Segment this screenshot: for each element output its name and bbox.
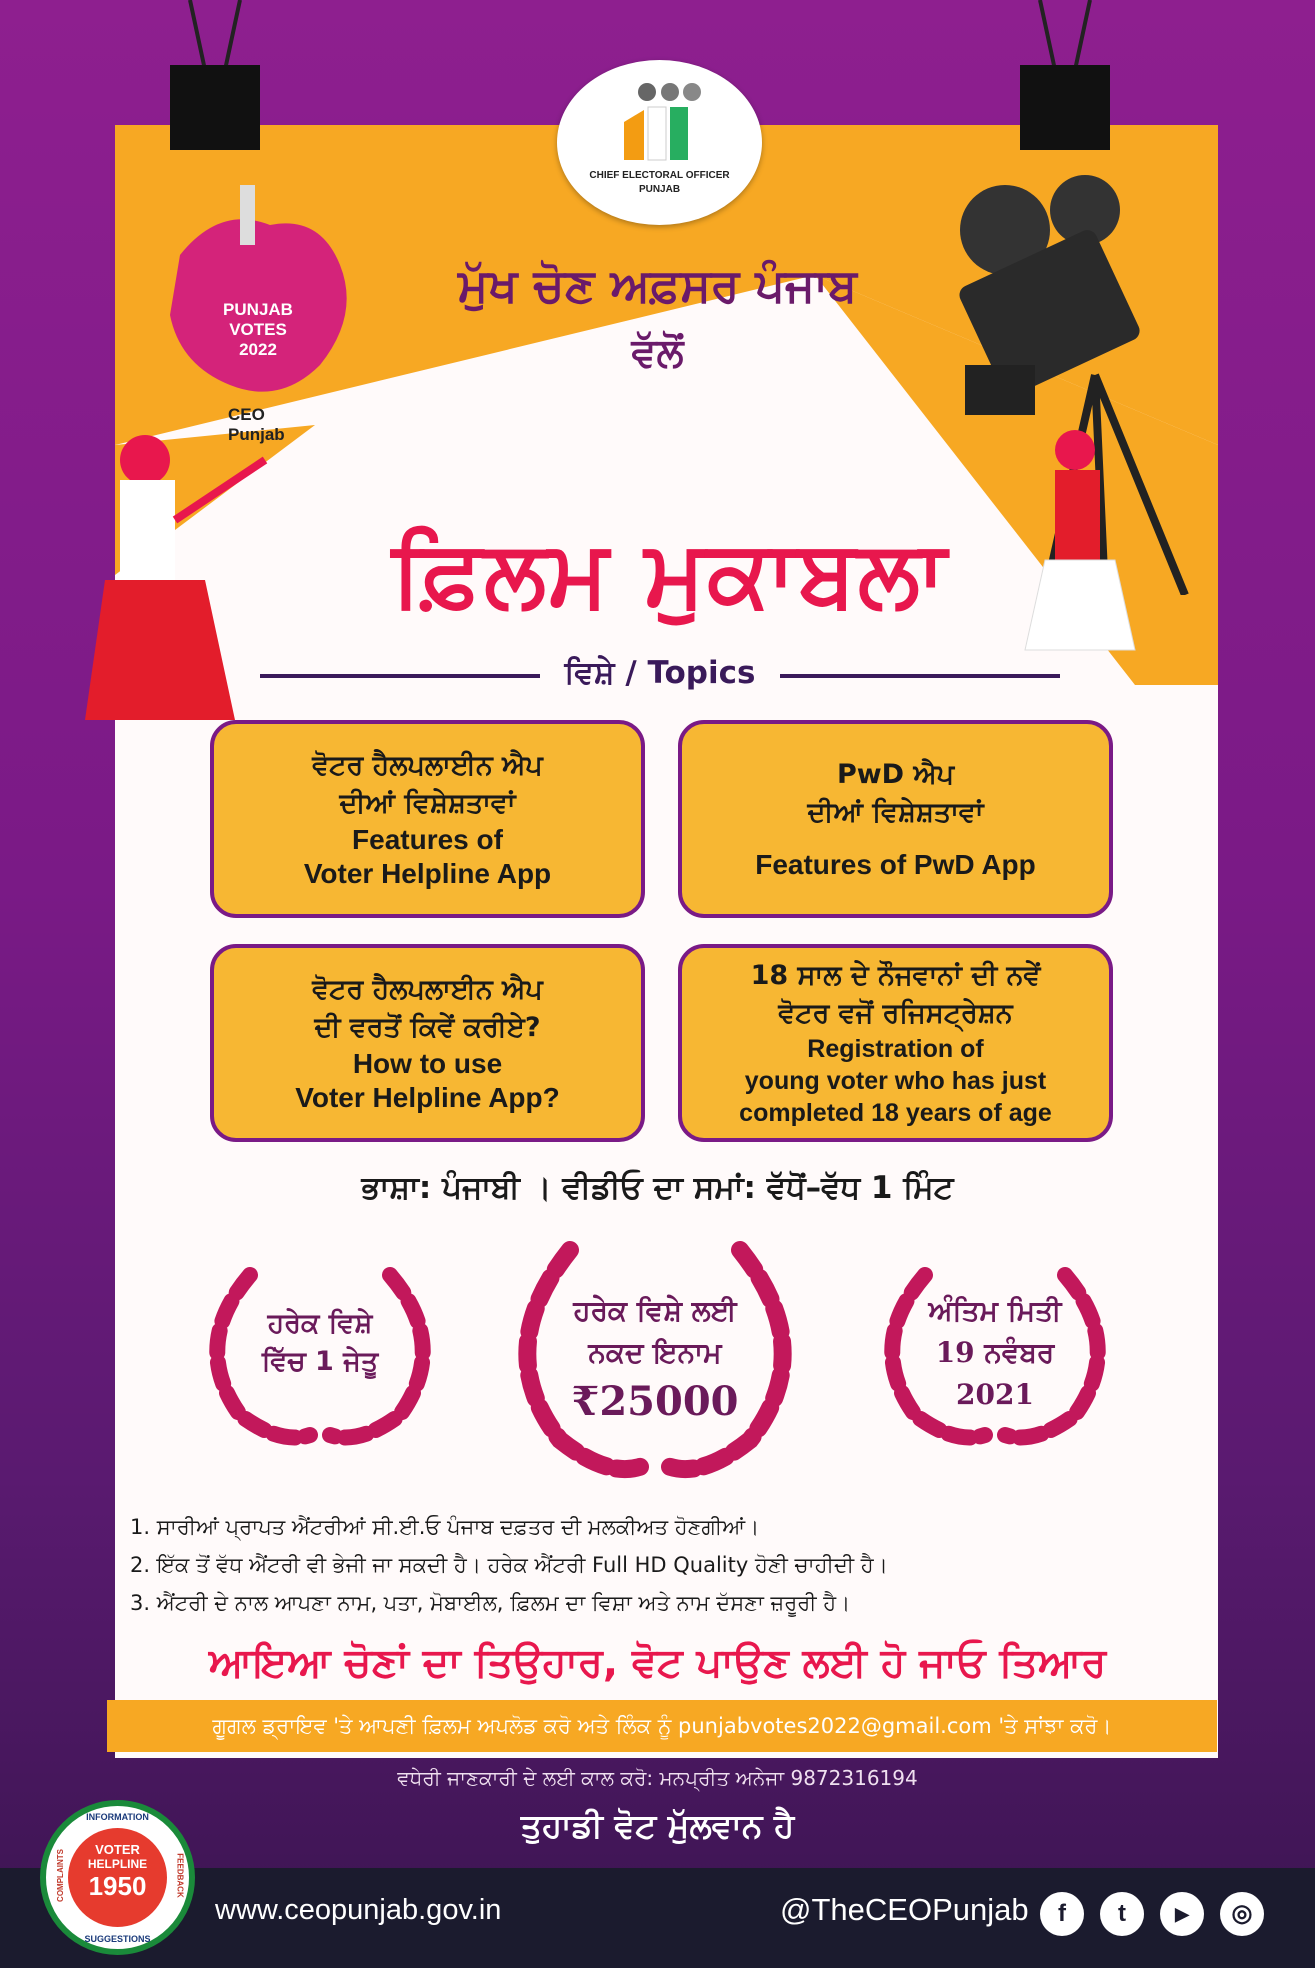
topic-3-pa1: ਵੋਟਰ ਹੈਲਪਲਾਈਨ ਐਪ [312, 974, 543, 1005]
topics-label: ਵਿਸ਼ੇ / Topics [564, 655, 756, 691]
helpline-ring-right: FEEDBACK [175, 1853, 185, 1898]
helpline-ring-left: COMPLAINTS [55, 1849, 65, 1902]
topic-3-pa2: ਦੀ ਵਰਤੋਂ ਕਿਵੇਂ ਕਰੀਏ? [314, 1012, 541, 1043]
dancer-left-illustration [65, 420, 275, 740]
punjab-votes-badge [140, 165, 370, 455]
award-2-amount: ₹25000 [571, 1378, 739, 1425]
topic-4-en1: Registration of [807, 1035, 984, 1063]
award-1-line1: ਹਰੇਕ ਵਿਸ਼ੇ [267, 1308, 373, 1339]
eci-logo [557, 60, 762, 225]
badge-ceo2: Punjab [228, 425, 285, 444]
topic-1-pa2: ਦੀਆਂ ਵਿਸ਼ੇਸ਼ਤਾਵਾਂ [339, 788, 516, 819]
topic-box-3 [210, 944, 645, 1142]
language-duration-line: ਭਾਸ਼ਾ: ਪੰਜਾਬੀ । ਵੀਡੀਓ ਦਾ ਸਮਾਂ: ਵੱਧੋਂ–ਵੱਧ 1 ਮਿੰਟ [361, 1170, 954, 1206]
award-3-line1: ਅੰਤਿਮ ਮਿਤੀ [928, 1294, 1062, 1327]
topic-3-en1: How to use [352, 1048, 503, 1079]
award-1-line2: ਵਿੱਚ 1 ਜੇਤੂ [261, 1346, 379, 1377]
facebook-icon[interactable]: f [1040, 1892, 1084, 1936]
award-2 [510, 1290, 800, 1430]
instagram-icon[interactable]: ◎ [1220, 1892, 1264, 1936]
topic-4-en3: completed 18 years of age [739, 1099, 1052, 1127]
eci-logo-icon [612, 82, 712, 162]
header-line1: ਮੁੱਖ ਚੋਣ ਅਫ਼ਸਰ ਪੰਜਾਬ [458, 258, 857, 312]
topic-1-en1: Features of [352, 824, 503, 855]
topic-3-en2: Voter Helpline App? [295, 1082, 560, 1113]
slogan: ਆਇਆ ਚੋਣਾਂ ਦਾ ਤਿਉਹਾਰ, ਵੋਟ ਪਾਉਣ ਲਈ ਹੋ ਜਾਓ ਤਿਆਰ [208, 1640, 1107, 1686]
topic-4-pa1: 18 ਸਾਲ ਦੇ ਨੌਜਵਾਨਾਂ ਦੀ ਨਵੇਂ [750, 960, 1041, 991]
badge-line3: 2022 [239, 340, 277, 359]
your-vote-valuable: ਤੁਹਾਡੀ ਵੋਟ ਮੁੱਲਵਾਨ ਹੈ [520, 1806, 795, 1845]
voter-helpline-1950-logo [40, 1800, 195, 1955]
award-3-line2: 19 ਨਵੰਬਰ [935, 1336, 1055, 1369]
topic-box-4 [678, 944, 1113, 1142]
helpline-number: 1950 [88, 1871, 147, 1901]
eci-logo-line2: PUNJAB [638, 184, 681, 195]
helpline-center [68, 1828, 167, 1927]
topic-1-pa1: ਵੋਟਰ ਹੈਲਪਲਾਈਨ ਐਪ [312, 750, 543, 781]
topic-box-1 [210, 720, 645, 918]
award-1 [200, 1305, 440, 1381]
topic-box-2 [678, 720, 1113, 918]
badge-line1: PUNJAB [223, 300, 293, 319]
award-2-line1: ਹਰੇਕ ਵਿਸ਼ੇ ਲਈ [573, 1294, 737, 1327]
rules-list [130, 1508, 1210, 1622]
topic-1-en2: Voter Helpline App [303, 858, 552, 889]
twitter-icon[interactable]: t [1100, 1892, 1144, 1936]
topic-2-pa1: PwD ਐਪ [836, 759, 955, 790]
topic-2-pa2: ਦੀਆਂ ਵਿਸ਼ੇਸ਼ਤਾਵਾਂ [807, 797, 984, 828]
binder-clip-right [1010, 0, 1120, 150]
badge-ceo1: CEO [228, 405, 265, 424]
helpline-label: HELPLINE [87, 1857, 148, 1871]
helpline-voter: VOTER [95, 1842, 140, 1857]
rule-item-1: 1. ਸਾਰੀਆਂ ਪ੍ਰਾਪਤ ਐਂਟਰੀਆਂ ਸੀ.ਈ.ਓ ਪੰਜਾਬ ਦਫ਼ਤਰ ਦੀ ਮਲਕੀਅਤ ਹੋਣਗੀਆਂ। [130, 1515, 760, 1539]
helpline-ring-bottom: SUGGESTIONS [84, 1934, 151, 1944]
page-title: ਫ਼ਿਲਮ ਮੁਕਾਬਲਾ [391, 520, 949, 627]
youtube-icon[interactable]: ▶ [1160, 1892, 1204, 1936]
contact-info: ਵਧੇਰੀ ਜਾਣਕਾਰੀ ਦੇ ਲਈ ਕਾਲ ਕਰੋ: ਮਨਪ੍ਰੀਤ ਅਨੇਜਾ 9872316194 [397, 1766, 918, 1790]
topic-2-en1: Features of PwD App [755, 849, 1036, 880]
binder-clip-left [160, 0, 270, 150]
social-handle[interactable]: @TheCEOPunjab [780, 1892, 1029, 1927]
award-3 [870, 1290, 1120, 1416]
eci-logo-line1: CHIEF ELECTORAL OFFICER [589, 170, 730, 181]
helpline-ring-top: INFORMATION [86, 1812, 149, 1822]
rule-item-2: 2. ਇੱਕ ਤੋਂ ਵੱਧ ਐਂਟਰੀ ਵੀ ਭੇਜੀ ਜਾ ਸਕਦੀ ਹੈ। ਹਰੇਕ ਐਂਟਰੀ Full HD Quality ਹੋਣੀ ਚਾਹੀਦੀ ਹੈ। [130, 1553, 888, 1577]
award-2-line2: ਨਕਦ ਇਨਾਮ [588, 1336, 722, 1369]
topic-4-en2: young voter who has just [744, 1067, 1047, 1095]
topics-heading [260, 655, 1060, 695]
topic-4-pa2: ਵੋਟਰ ਵਜੋਂ ਰਜਿਸਟ੍ਰੇਸ਼ਨ [778, 998, 1013, 1029]
award-3-line3: 2021 [956, 1378, 1034, 1411]
badge-line2: VOTES [229, 320, 287, 339]
website-link[interactable]: www.ceopunjab.gov.in [215, 1894, 502, 1926]
upload-instruction-bar: ਗੂਗਲ ਡ੍ਰਾਇਵ 'ਤੇ ਆਪਣੀ ਫ਼ਿਲਮ ਅਪਲੋਡ ਕਰੋ ਅਤੇ ਲਿੰਕ ਨੂੰ punjabvotes2022@gmail.com 'ਤੇ ਸਾਂਝਾ ਕਰੋ। [107, 1700, 1217, 1752]
rule-item-3: 3. ਐਂਟਰੀ ਦੇ ਨਾਲ ਆਪਣਾ ਨਾਮ, ਪਤਾ, ਮੋਬਾਈਲ, ਫ਼ਿਲਮ ਦਾ ਵਿਸ਼ਾ ਅਤੇ ਨਾਮ ਦੱਸਣਾ ਜ਼ਰੂਰੀ ਹੈ। [130, 1591, 851, 1615]
header-line2: ਵੱਲੋਂ [631, 330, 684, 376]
